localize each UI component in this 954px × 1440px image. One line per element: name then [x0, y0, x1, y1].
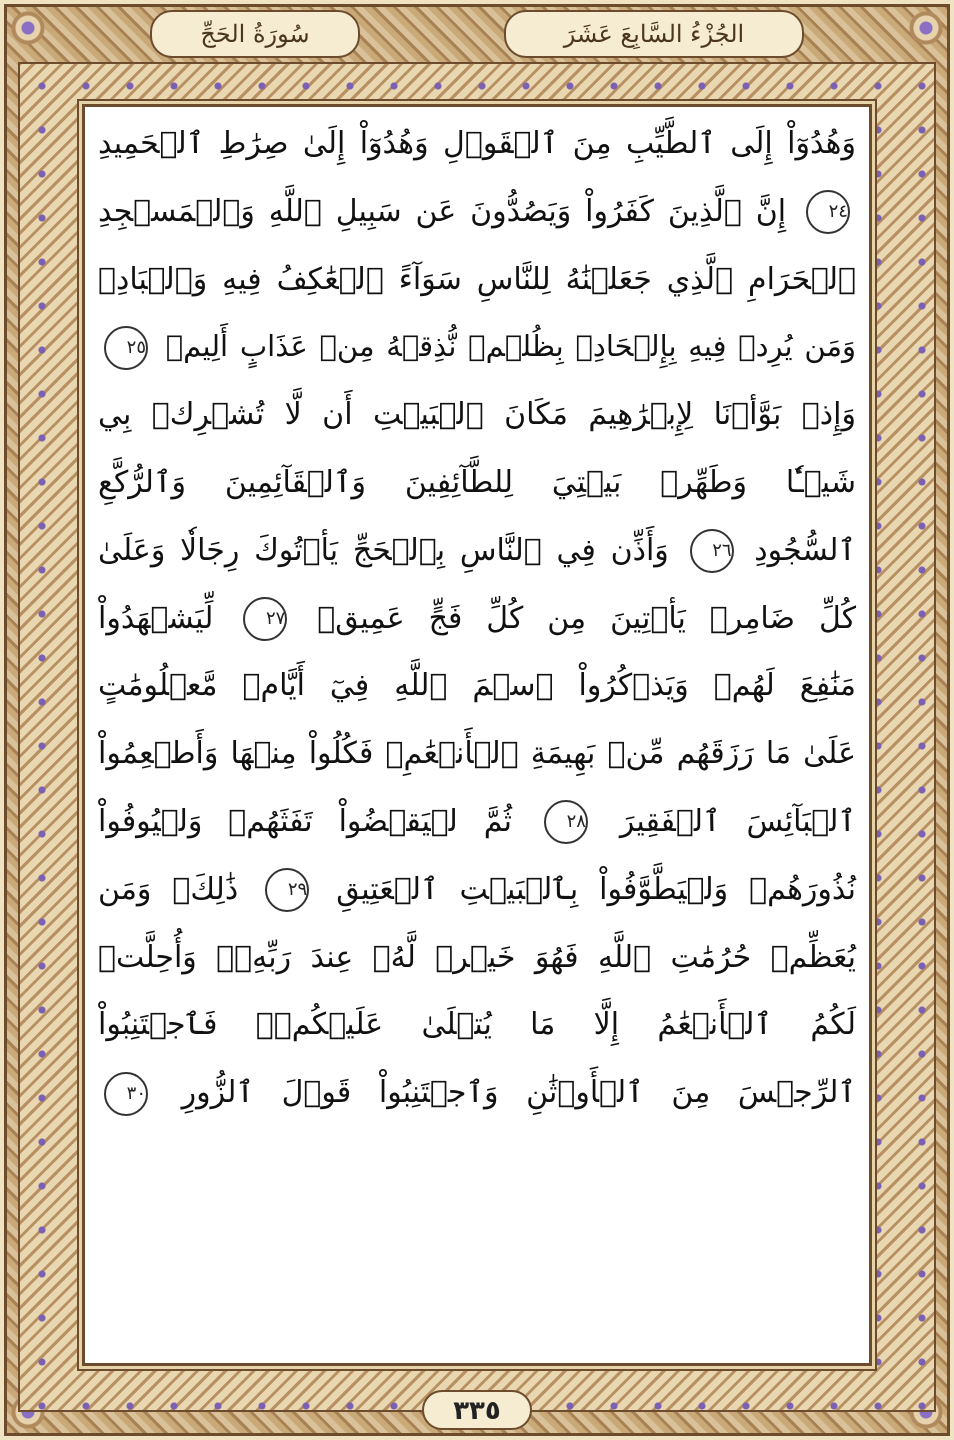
- verse-line: [92, 110, 862, 178]
- verse-text: لَكُمُ ٱلۡأَنۡعَٰمُ إِلَّا مَا يُتۡلَىٰ عَلَيۡكُمۡۖ فَٱجۡتَنِبُواْ: [98, 1007, 856, 1043]
- verse-line: [92, 720, 862, 788]
- ayah-number-marker: ٢٦: [690, 529, 734, 573]
- verse-lines: [92, 110, 862, 1127]
- corner-ornament-icon: [8, 8, 48, 48]
- corner-ornament-icon: [906, 8, 946, 48]
- verse-line: [92, 585, 862, 653]
- page-number: ٣٣٥: [422, 1390, 532, 1430]
- verse-text: وَمَن يُرِدۡ فِيهِ بِإِلۡحَادِۭ بِظُلۡمٖ نُّذِقۡهُ مِنۡ عَذَابٍ أَلِيمٖ: [165, 329, 856, 364]
- verse-text: وَأَذِّن فِي ٱلنَّاسِ بِٱلۡحَجِّ يَأۡتُوكَ رِجَالٗا وَعَلَىٰ: [98, 532, 669, 568]
- surah-title: سُورَةُ الحَجِّ: [150, 10, 360, 58]
- verse-line: [92, 381, 862, 449]
- verse-line: [92, 924, 862, 992]
- verse-line: [92, 178, 862, 246]
- verse-line: [92, 652, 862, 720]
- verse-text: شَيۡـٔٗا وَطَهِّرۡ بَيۡتِيَ لِلطَّآئِفِينَ وَٱلۡقَآئِمِينَ وَٱلرُّكَّعِ: [98, 464, 856, 500]
- verse-line: [92, 1059, 862, 1127]
- verse-line: [92, 788, 862, 856]
- verse-text: ٱلۡبَآئِسَ ٱلۡفَقِيرَ: [619, 803, 856, 839]
- verse-text: لِّيَشۡهَدُواْ: [98, 600, 214, 636]
- verse-text: ثُمَّ لۡيَقۡضُواْ تَفَثَهُمۡ وَلۡيُوفُواْ: [98, 803, 513, 839]
- verse-line: [92, 856, 862, 924]
- verse-text: عَلَىٰ مَا رَزَقَهُم مِّنۢ بَهِيمَةِ ٱلۡأَنۡعَٰمِۖ فَكُلُواْ مِنۡهَا وَأَطۡعِمُواْ: [98, 736, 856, 772]
- juz-title: الجُزْءُ السَّابِعَ عَشَرَ: [504, 10, 804, 58]
- verse-text: مَنَٰفِعَ لَهُمۡ وَيَذۡكُرُواْ ٱسۡمَ ٱللَّهِ فِيٓ أَيَّامٖ مَّعۡلُومَٰتٍ: [98, 668, 856, 704]
- ayah-number-marker: ٣٠: [104, 1072, 148, 1116]
- verse-text: ذَٰلِكَۖ وَمَن: [98, 871, 239, 907]
- verse-line: [92, 246, 862, 314]
- ayah-number-marker: ٢٨: [544, 800, 588, 844]
- ayah-number-marker: ٢٤: [806, 190, 850, 234]
- verse-line: [92, 313, 862, 381]
- verse-text: ٱلۡحَرَامِ ٱلَّذِي جَعَلۡنَٰهُ لِلنَّاسِ سَوَآءً ٱلۡعَٰكِفُ فِيهِ وَٱلۡبَادِۚ: [98, 261, 856, 297]
- verse-line: [92, 517, 862, 585]
- verse-text: نُذُورَهُمۡ وَلۡيَطَّوَّفُواْ بِٱلۡبَيۡتِ ٱلۡعَتِيقِ: [336, 871, 857, 907]
- ayah-number-marker: ٢٩: [265, 868, 309, 912]
- ayah-number-marker: ٢٥: [104, 326, 148, 370]
- verse-text: ٱلرِّجۡسَ مِنَ ٱلۡأَوۡثَٰنِ وَٱجۡتَنِبُواْ قَوۡلَ ٱلزُّورِ: [181, 1075, 856, 1111]
- verse-line: [92, 991, 862, 1059]
- verse-text: وَإِذۡ بَوَّأۡنَا لِإِبۡرَٰهِيمَ مَكَانَ ٱلۡبَيۡتِ أَن لَّا تُشۡرِكۡ بِي: [98, 397, 856, 433]
- verse-line: [92, 449, 862, 517]
- ayah-number-marker: ٢٧: [243, 597, 287, 641]
- verse-text: ٱلسُّجُودِ: [754, 532, 856, 568]
- verse-text: وَهُدُوٓاْ إِلَى ٱلطَّيِّبِ مِنَ ٱلۡقَوۡلِ وَهُدُوٓاْ إِلَىٰ صِرَٰطِ ٱلۡحَمِيدِ: [98, 126, 856, 161]
- verse-text: إِنَّ ٱلَّذِينَ كَفَرُواْ وَيَصُدُّونَ عَن سَبِيلِ ٱللَّهِ وَٱلۡمَسۡجِدِ: [98, 193, 787, 229]
- verse-text: كُلِّ ضَامِرٖ يَأۡتِينَ مِن كُلِّ فَجٍّ عَمِيقٖ: [317, 600, 856, 636]
- verse-text: يُعَظِّمۡ حُرُمَٰتِ ٱللَّهِ فَهُوَ خَيۡرٞ لَّهُۥ عِندَ رَبِّهِۦۗ وَأُحِلَّتۡ: [98, 939, 856, 975]
